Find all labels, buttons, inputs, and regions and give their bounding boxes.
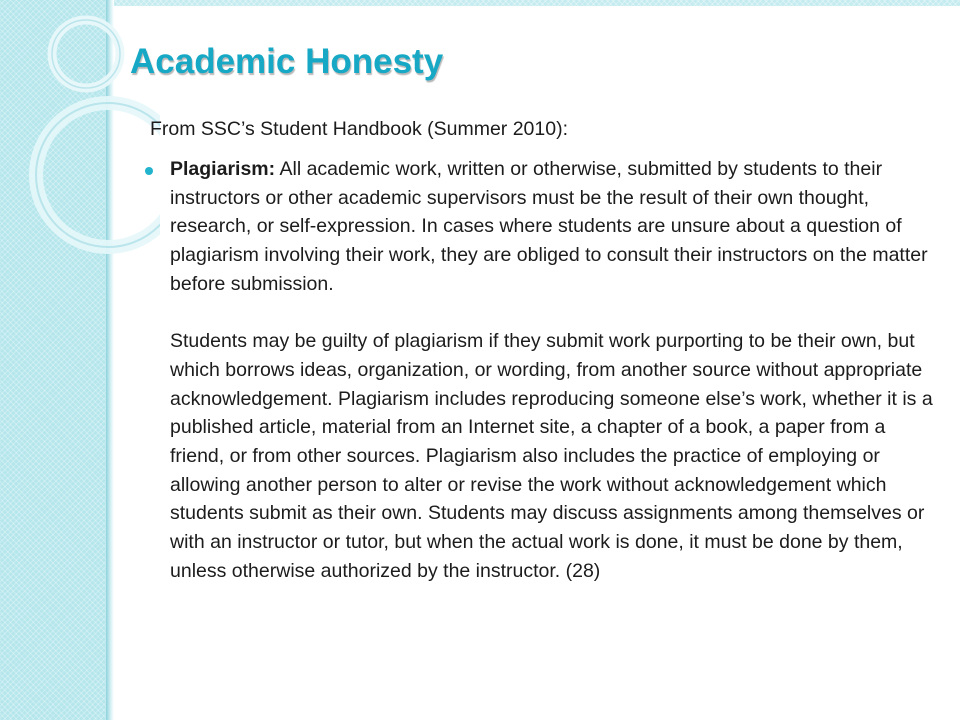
intro-line: From SSC’s Student Handbook (Summer 2010): — [150, 118, 568, 140]
bullet-dot-icon — [145, 167, 153, 175]
band-edge-divider — [106, 0, 114, 720]
plagiarism-bullet — [140, 155, 940, 586]
bullet-paragraph-1 — [170, 155, 935, 299]
bullet-text — [170, 155, 935, 586]
side-pattern-band — [0, 0, 106, 720]
slide-title: Academic Honesty — [130, 42, 444, 81]
bullet-term: Plagiarism: — [170, 158, 276, 180]
top-pattern-strip — [114, 0, 960, 6]
bullet-paragraph-2: Students may be guilty of plagiarism if they submit work purporting to be their own, but which borrows ideas, organization, or wording, from another source without appropriate acknowledgement. Plagiarism includes reproducing someone else’s work, whether it is a published article, material from an Internet site, a chapter of a book, a paper from a friend, or from other sources. Plagiarism also includes the practice of employing or allowing another person to alter or revise the work without acknowledgement which students submit as their own. Students may discuss assignments among themselves or with an instructor or tutor, but when the actual work is done, it must be done by them, unless otherwise authorized by the instructor. (28) — [170, 330, 933, 582]
paragraph-1-text: All academic work, written or otherwise, submitted by students to their instructors or other academic supervisors must be the result of their own thought, research, or self-expression. In cases where students are unsure about a question of plagiarism involving their work, they are obliged to consult their instructors on the matter before submission. — [170, 158, 928, 295]
